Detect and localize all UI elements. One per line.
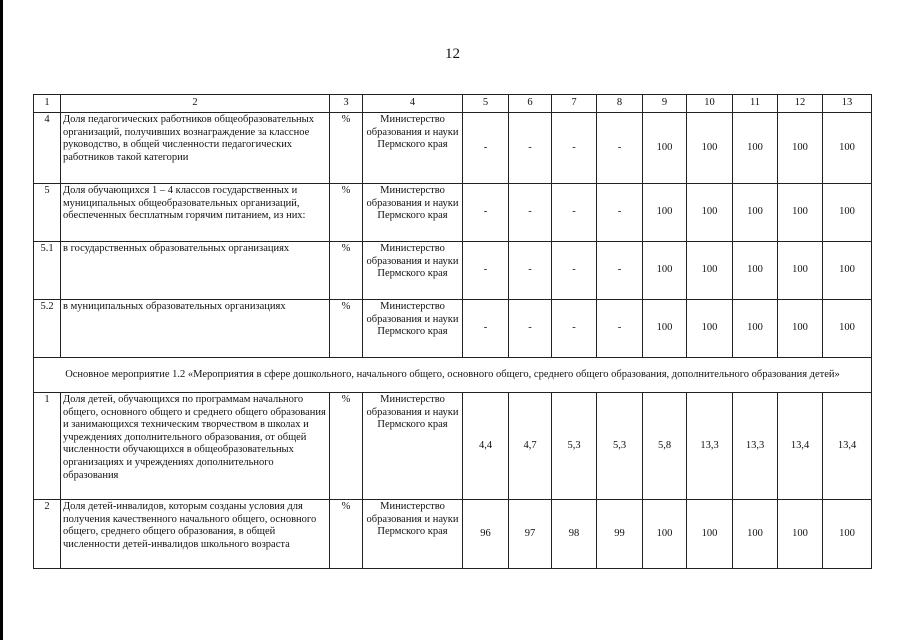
value-cell: 100 xyxy=(733,184,778,242)
indicator-description: в муниципальных образовательных организациях xyxy=(61,300,330,358)
value-cell: 13,3 xyxy=(687,393,733,500)
section-row xyxy=(34,358,872,393)
value-cell: 100 xyxy=(733,113,778,184)
indicators-table xyxy=(33,94,872,569)
value-cell: - xyxy=(463,300,509,358)
value-cell: 100 xyxy=(823,242,872,300)
table-header-row xyxy=(34,95,872,113)
value-cell: 100 xyxy=(823,184,872,242)
header-cell: 4 xyxy=(363,95,463,113)
header-cell: 11 xyxy=(733,95,778,113)
header-cell: 13 xyxy=(823,95,872,113)
indicator-description: Доля обучающихся 1 – 4 классов государственных и муниципальных общеобразовательных организаций, обеспеченных бесплатным горячим питанием, из них: xyxy=(61,184,330,242)
value-cell: 13,4 xyxy=(778,393,823,500)
value-cell: 100 xyxy=(733,500,778,569)
value-cell: 5,8 xyxy=(643,393,687,500)
header-cell: 3 xyxy=(330,95,363,113)
value-cell: 100 xyxy=(823,300,872,358)
unit-cell: % xyxy=(330,300,363,358)
row-number: 5.2 xyxy=(34,300,61,358)
row-number: 1 xyxy=(34,393,61,500)
value-cell: 13,3 xyxy=(733,393,778,500)
value-cell: - xyxy=(597,184,643,242)
header-cell: 10 xyxy=(687,95,733,113)
value-cell: 4,4 xyxy=(463,393,509,500)
value-cell: - xyxy=(463,184,509,242)
value-cell: 5,3 xyxy=(552,393,597,500)
unit-cell: % xyxy=(330,184,363,242)
value-cell: 100 xyxy=(687,184,733,242)
value-cell: 13,4 xyxy=(823,393,872,500)
header-cell: 6 xyxy=(509,95,552,113)
row-number: 2 xyxy=(34,500,61,569)
table-row xyxy=(34,300,872,358)
value-cell: 100 xyxy=(778,500,823,569)
value-cell: 100 xyxy=(778,242,823,300)
value-cell: - xyxy=(552,113,597,184)
value-cell: 100 xyxy=(823,113,872,184)
value-cell: - xyxy=(552,300,597,358)
value-cell: - xyxy=(552,242,597,300)
table-row xyxy=(34,113,872,184)
value-cell: - xyxy=(463,113,509,184)
indicator-description: Доля педагогических работников общеобразовательных организаций, получивших вознаграждение за классное руководство, в общей численности педагогических работников такой категории xyxy=(61,113,330,184)
value-cell: 100 xyxy=(687,500,733,569)
responsible-cell: Министерство образования и науки Пермского края xyxy=(363,113,463,184)
unit-cell: % xyxy=(330,500,363,569)
row-number: 4 xyxy=(34,113,61,184)
value-cell: 100 xyxy=(687,242,733,300)
unit-cell: % xyxy=(330,393,363,500)
indicator-description: в государственных образовательных организациях xyxy=(61,242,330,300)
header-cell: 5 xyxy=(463,95,509,113)
value-cell: 100 xyxy=(733,300,778,358)
value-cell: 96 xyxy=(463,500,509,569)
page-number: 12 xyxy=(445,46,460,62)
page-left-edge xyxy=(0,0,3,640)
value-cell: 4,7 xyxy=(509,393,552,500)
unit-cell: % xyxy=(330,113,363,184)
value-cell: - xyxy=(597,300,643,358)
header-cell: 7 xyxy=(552,95,597,113)
value-cell: 100 xyxy=(733,242,778,300)
table-row xyxy=(34,393,872,500)
value-cell: 100 xyxy=(687,300,733,358)
responsible-cell: Министерство образования и науки Пермского края xyxy=(363,242,463,300)
row-number: 5.1 xyxy=(34,242,61,300)
value-cell: - xyxy=(509,242,552,300)
table-row xyxy=(34,500,872,569)
table-row xyxy=(34,184,872,242)
value-cell: - xyxy=(597,242,643,300)
responsible-cell: Министерство образования и науки Пермского края xyxy=(363,300,463,358)
header-cell: 8 xyxy=(597,95,643,113)
unit-cell: % xyxy=(330,242,363,300)
value-cell: - xyxy=(509,184,552,242)
value-cell: 100 xyxy=(778,113,823,184)
indicator-description: Доля детей, обучающихся по программам начального общего, основного общего и среднего общего образования и занимающихся техническим творчеством в школах и учреждениях дополнительного образования, от общей численности обучающихся в общеобразовательных организациях и учреждениях дополнительного образования xyxy=(61,393,330,500)
value-cell: - xyxy=(552,184,597,242)
section-title: Основное мероприятие 1.2 «Мероприятия в сфере дошкольного, начального общего, основного общего, среднего общего образования, дополнительного образования детей» xyxy=(34,358,872,393)
value-cell: - xyxy=(463,242,509,300)
value-cell: 100 xyxy=(687,113,733,184)
responsible-cell: Министерство образования и науки Пермского края xyxy=(363,184,463,242)
value-cell: 100 xyxy=(778,300,823,358)
value-cell: 100 xyxy=(823,500,872,569)
value-cell: 98 xyxy=(552,500,597,569)
table-row xyxy=(34,242,872,300)
value-cell: 100 xyxy=(778,184,823,242)
value-cell: 5,3 xyxy=(597,393,643,500)
value-cell: 99 xyxy=(597,500,643,569)
header-cell: 2 xyxy=(61,95,330,113)
header-cell: 1 xyxy=(34,95,61,113)
header-cell: 12 xyxy=(778,95,823,113)
responsible-cell: Министерство образования и науки Пермского края xyxy=(363,393,463,500)
value-cell: 100 xyxy=(643,113,687,184)
value-cell: 100 xyxy=(643,300,687,358)
value-cell: - xyxy=(509,113,552,184)
responsible-cell: Министерство образования и науки Пермского края xyxy=(363,500,463,569)
value-cell: 97 xyxy=(509,500,552,569)
value-cell: - xyxy=(597,113,643,184)
header-cell: 9 xyxy=(643,95,687,113)
indicator-description: Доля детей-инвалидов, которым созданы условия для получения качественного начального общего, основного общего, среднего общего образования, в общей численности детей-инвалидов школьного возраста xyxy=(61,500,330,569)
value-cell: 100 xyxy=(643,242,687,300)
row-number: 5 xyxy=(34,184,61,242)
value-cell: 100 xyxy=(643,184,687,242)
value-cell: - xyxy=(509,300,552,358)
value-cell: 100 xyxy=(643,500,687,569)
